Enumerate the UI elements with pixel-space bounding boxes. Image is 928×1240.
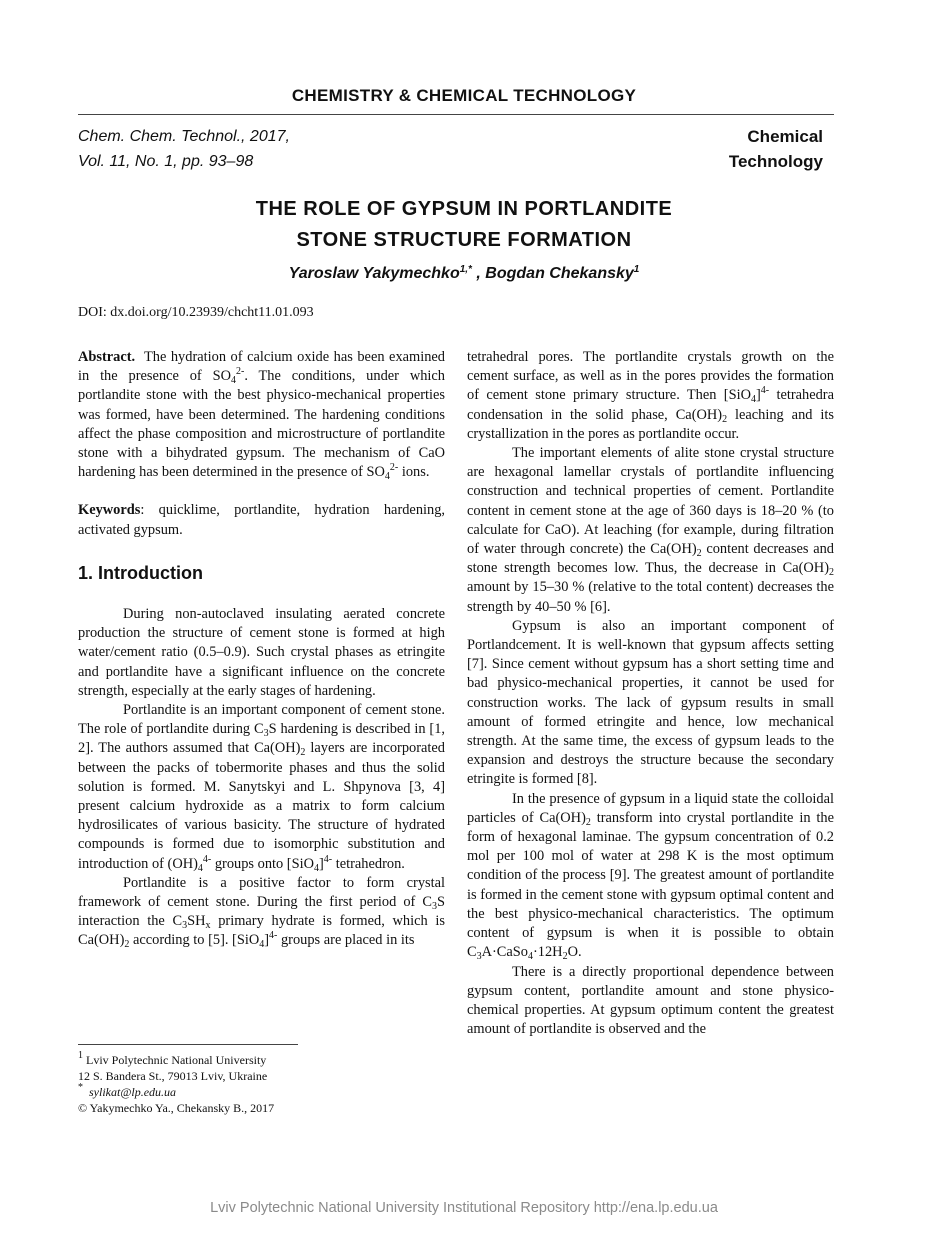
citation-line-1: Chem. Chem. Technol., 2017, bbox=[78, 128, 290, 145]
doi[interactable]: DOI: dx.doi.org/10.23939/chcht11.01.093 bbox=[78, 305, 314, 320]
keywords bbox=[78, 501, 445, 539]
section-tag-line-2: Technology bbox=[728, 152, 823, 171]
keywords-text: : quicklime, portlandite, hydration hardening, activated gypsum. bbox=[78, 502, 445, 538]
header-rule bbox=[78, 114, 834, 115]
title-line-1: THE ROLE OF GYPSUM IN PORTLANDITE bbox=[255, 198, 673, 220]
citation-line-2: Vol. 11, No. 1, pp. 93–98 bbox=[78, 153, 254, 170]
section-tag-line-1: Chemical bbox=[747, 127, 823, 146]
email-mark: * bbox=[78, 1082, 83, 1093]
footnote-rule bbox=[78, 1044, 298, 1045]
paragraph: Portlandite is an important component of cement stone. The role of portlandite during $C_3S$ hardening is described in [1, 2]. The authors assumed that $Ca(OH)_2$ layers are incorporated between the packs of tobermorite phases and thus the solid solution is formed. M. Sanytskyi and L. Shpynova [3, 4] present calcium hydroxide as a matrix to form calcium hydrosilicates of various basicity. The structure of hydrated compounds is formed due to isomorphic substitution and introduction of $(OH)_4^{4-}$ groups onto $[SiO_4]^{4-}$ tetrahedron. bbox=[78, 702, 445, 874]
affiliation-text: Lviv Polytechnic National University bbox=[83, 1053, 267, 1067]
citation bbox=[78, 124, 290, 174]
footnote-affiliation bbox=[78, 1052, 274, 1068]
section-heading-introduction: 1. Introduction bbox=[78, 562, 203, 583]
keywords-label: Keywords bbox=[78, 502, 141, 519]
paragraph: During non-autoclaved insulating aerated concrete production the structure of cement stone is formed at high water/cement ratio (0.5–0.9). Such crystal phases as etringite and portlandite have a significant influence on the concrete strength, especially at the early stages of hardening. bbox=[78, 606, 445, 699]
paragraph: tetrahedral pores. The portlandite crystals growth on the cement surface, as well as in the pores provides the formation of cement stone primary structure. Then $[SiO_4]^{4-}$ tetrahedra condensation in the solid phase, $Ca(OH)_2$ leaching and its crystallization in the pores as portlandite occur. bbox=[467, 349, 834, 442]
paragraph: The important elements of alite stone crystal structure are hexagonal lamellar crystals of portlandite influencing construction and technical properties of cement. Portlandite content in cement stone at the age of 360 days is 18–20 % (to calculate for CaO). At leaching (for example, during filtration of water through concrete) the $Ca(OH)_2$ content decreases and stone strength becomes low. Thus, the decrease in $Ca(OH)_2$ amount by 15–30 % (relative to the total content) decreases the strength by 40–50 % [6]. bbox=[467, 445, 834, 615]
authors bbox=[0, 265, 928, 283]
journal-header: CHEMISTRY & CHEMICAL TECHNOLOGY bbox=[291, 86, 637, 105]
right-column bbox=[467, 348, 834, 1039]
email-link[interactable]: sylikat@lp.edu.ua bbox=[89, 1085, 177, 1099]
article-title bbox=[0, 194, 928, 256]
author-1: Yaroslaw Yakymechko bbox=[288, 265, 460, 282]
paragraph: Portlandite is a positive factor to form crystal framework of cement stone. During the first period of $C_3S$ interaction the $C_3SH_x$ primary hydrate is formed, which is $Ca(OH)_2$ according to [5]. $[SiO_4]^{4-}$ groups are placed in its bbox=[78, 874, 445, 951]
footnotes bbox=[78, 1052, 274, 1116]
repository-footer: Lviv Polytechnic National University Institutional Repository http://ena.lp.edu.ua bbox=[210, 1200, 718, 1216]
footnote-email bbox=[78, 1084, 274, 1100]
author-1-affiliation: 1,* bbox=[459, 264, 472, 275]
abstract-label: Abstract. bbox=[78, 349, 136, 365]
section-tag bbox=[729, 124, 823, 174]
left-column bbox=[78, 348, 445, 951]
footnote-copyright: © Yakymechko Ya., Chekansky B., 2017 bbox=[78, 1101, 275, 1115]
footnote-address: 12 S. Bandera St., 79013 Lviv, Ukraine bbox=[78, 1069, 268, 1083]
paragraph: There is a directly proportional dependence between gypsum content, portlandite amount and stone physico-chemical properties. At gypsum optimum content the greatest amount of portlandite is observed and the bbox=[467, 963, 834, 1038]
affiliation-mark: 1 bbox=[78, 1050, 83, 1061]
abstract: Abstract. The hydration of calcium oxide has been examined in the presence of $SO_4^{2-}$. The conditions, under which portlandite stone with the best physico-mechanical properties was formed, have been determined. The hardening conditions affect the phase composition and microstructure of portlandite stone with a bihydrated gypsum. The mechanism of CaO hardening has been determined in the presence of $SO_4^{2-}$ ions. bbox=[78, 349, 445, 483]
paragraph: Gypsum is also an important component of Portlandcement. It is well-known that gypsum affects setting [7]. Since cement without gypsum has a short setting time and bad physico-mechanical properties, it cannot be used for construction works. The lack of gypsum results in small amount of formed etringite and hence, low mechanical strength. At the same time, the excess of gypsum leads to the expansion and destroys the structure because the secondary etringite is formed [8]. bbox=[467, 617, 834, 788]
author-2: Bogdan Chekansky bbox=[485, 265, 634, 282]
paragraph: In the presence of gypsum in a liquid state the colloidal particles of $Ca(OH)_2$ transform into crystal portlandite in the form of hexagonal laminae. The gypsum concentration of 0.2 mol per 100 mol of water at 298 K is the most optimum condition of the process [9]. The greatest amount of portlandite is formed in the cement stone with gypsum optimal content and the best physico-mechanical characteristics. The optimum content of gypsum is when it is possible to obtain $C_3A\cdot CaSo_4\cdot 12H_2O$. bbox=[467, 790, 834, 963]
author-separator: , bbox=[471, 265, 486, 282]
title-line-2: STONE STRUCTURE FORMATION bbox=[296, 229, 632, 251]
author-2-affiliation: 1 bbox=[633, 264, 640, 275]
